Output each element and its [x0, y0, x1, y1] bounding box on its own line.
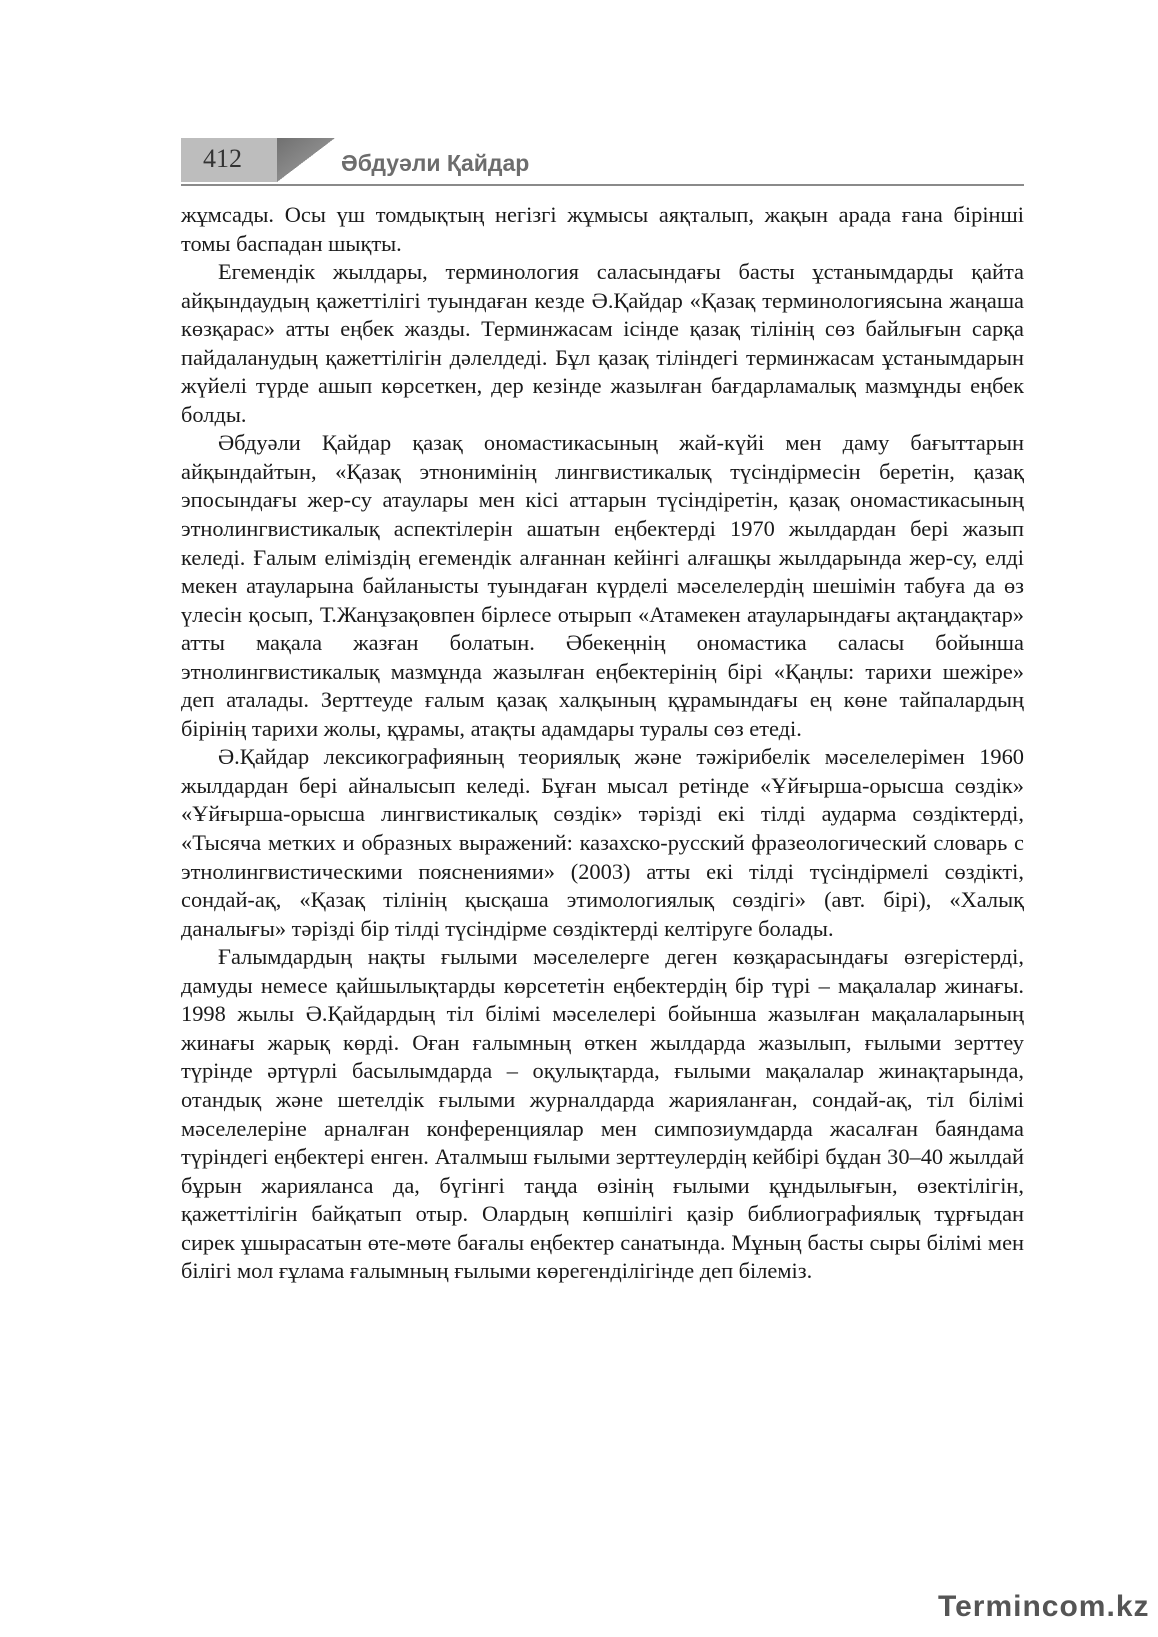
page-header [181, 138, 1024, 188]
paragraph-4: Ә.Қайдар лексикографияның теориялық және тәжірибелік мәселелерімен 1960 жылдардан бері айналысып келеді. Бұған мысал ретінде «Ұйғырша-орысша сөздік» «Ұйғырша-орысша лингвистикалық сөздік» тәрізді екі тілді аударма сөздіктерді, «Тысяча метких и образных выражений: казахско-русский фразеологический словарь с этнолингвистическими пояснениями» (2003) атты екі тілді түсіндірмелі сөздікті, сондай-ақ, «Қазақ тілінің қысқаша этимологиялық сөздігі» (авт. бірі), «Халық даналығы» тәрізді бір тілді түсіндірме сөздіктерді келтіруге болады. [181, 744, 1024, 941]
page-number-box [181, 138, 277, 182]
running-title: Әбдуәли Қайдар [341, 150, 530, 176]
header-rule [181, 184, 1024, 186]
watermark-logo: Termincom.kz [938, 1590, 1150, 1623]
paragraph-3: Әбдуәли Қайдар қазақ ономастикасының жай-күйі мен даму бағыттарын айқындайтын, «Қазақ этнонимінің лингвистикалық түсіндірмесін беретін, қазақ эпосындағы жер-су атаулары мен кісі аттарын түсіндіретін, қазақ ономастикасының этнолингвистикалық аспектілерін ашатын еңбектерді 1970 жылдардан бері жазып келеді. Ғалым еліміздің егемендік алғаннан кейінгі алғашқы жылдарында жер-су, елді мекен атауларына байланысты туындаған күрделі мәселелердің шешімін табуға да өз үлесін қосып, Т.Жанұзақовпен бірлесе отырып «Атамекен атауларындағы ақтаңдақтар» атты мақала жазған болатын. Әбекеңнің ономастика саласы бойынша этнолингвистикалық мазмұнда жазылған еңбектерінің бірі «Қаңлы: тарихи шежіре» деп аталады. Зерттеуде ғалым қазақ халқының құрамындағы ең көне тайпалардың бірінің тарихи жолы, құрамы, атақты адамдары туралы сөз етеді. [181, 430, 1024, 741]
page-number: 412 [203, 144, 242, 173]
paragraph-2: Егемендік жылдары, терминология саласындағы басты ұстанымдарды қайта айқындаудың қажеттілігі туындаған кезде Ә.Қайдар «Қазақ терминологиясына жаңаша көзқарас» атты еңбек жазды. Терминжасам ісінде қазақ тілінің сөз байлығын сарқа пайдаланудың қажеттілігін дәлелдеді. Бұл қазақ тіліндегі терминжасам ұстанымдарын жүйелі түрде ашып көрсеткен, дер кезінде жазылған бағдарламалық мазмұнды еңбек болды. [181, 259, 1024, 427]
body-text [181, 201, 1024, 1286]
header-arrow-decoration [277, 138, 335, 182]
paragraph-5: Ғалымдардың нақты ғылыми мәселелерге деген көзқарасындағы өзгерістерді, дамуды немесе қайшылықтарды көрсететін еңбектердің бір түрі – мақалалар жинағы. 1998 жылы Ә.Қайдардың тіл білімі мәселелері бойынша жазылған мақалаларының жинағы жарық көрді. Оған ғалымның өткен жылдарда жазылып, ғылыми зерттеу түрінде әртүрлі басылымдарда – оқулықтарда, ғылыми мақалалар жинақтарында, отандық және шетелдік ғылыми журналдарда жарияланған, сондай-ақ, тіл білімі мәселелеріне арналған конференциялар мен симпозиумдарда жасалған баяндама түріндегі еңбектері енген. Аталмыш ғылыми зерттеулердің кейбірі бұдан 30–40 жылдай бұрын жарияланса да, бүгінгі таңда өзінің ғылыми құндылығын, өзектілігін, қажеттілігін байқатып отыр. Олардың көпшілігі қазір библиографиялық тұрғыдан сирек ұшырасатын өте-мөте бағалы еңбектер санатында. Мұның басты сыры білімі мен білігі мол ғұлама ғалымның ғылыми көрегенділігінде деп білеміз. [181, 944, 1024, 1284]
paragraph-1: жұмсады. Осы үш томдықтың негізгі жұмысы аяқталып, жақын арада ғана бірінші томы баспадан шықты. [181, 202, 1024, 256]
